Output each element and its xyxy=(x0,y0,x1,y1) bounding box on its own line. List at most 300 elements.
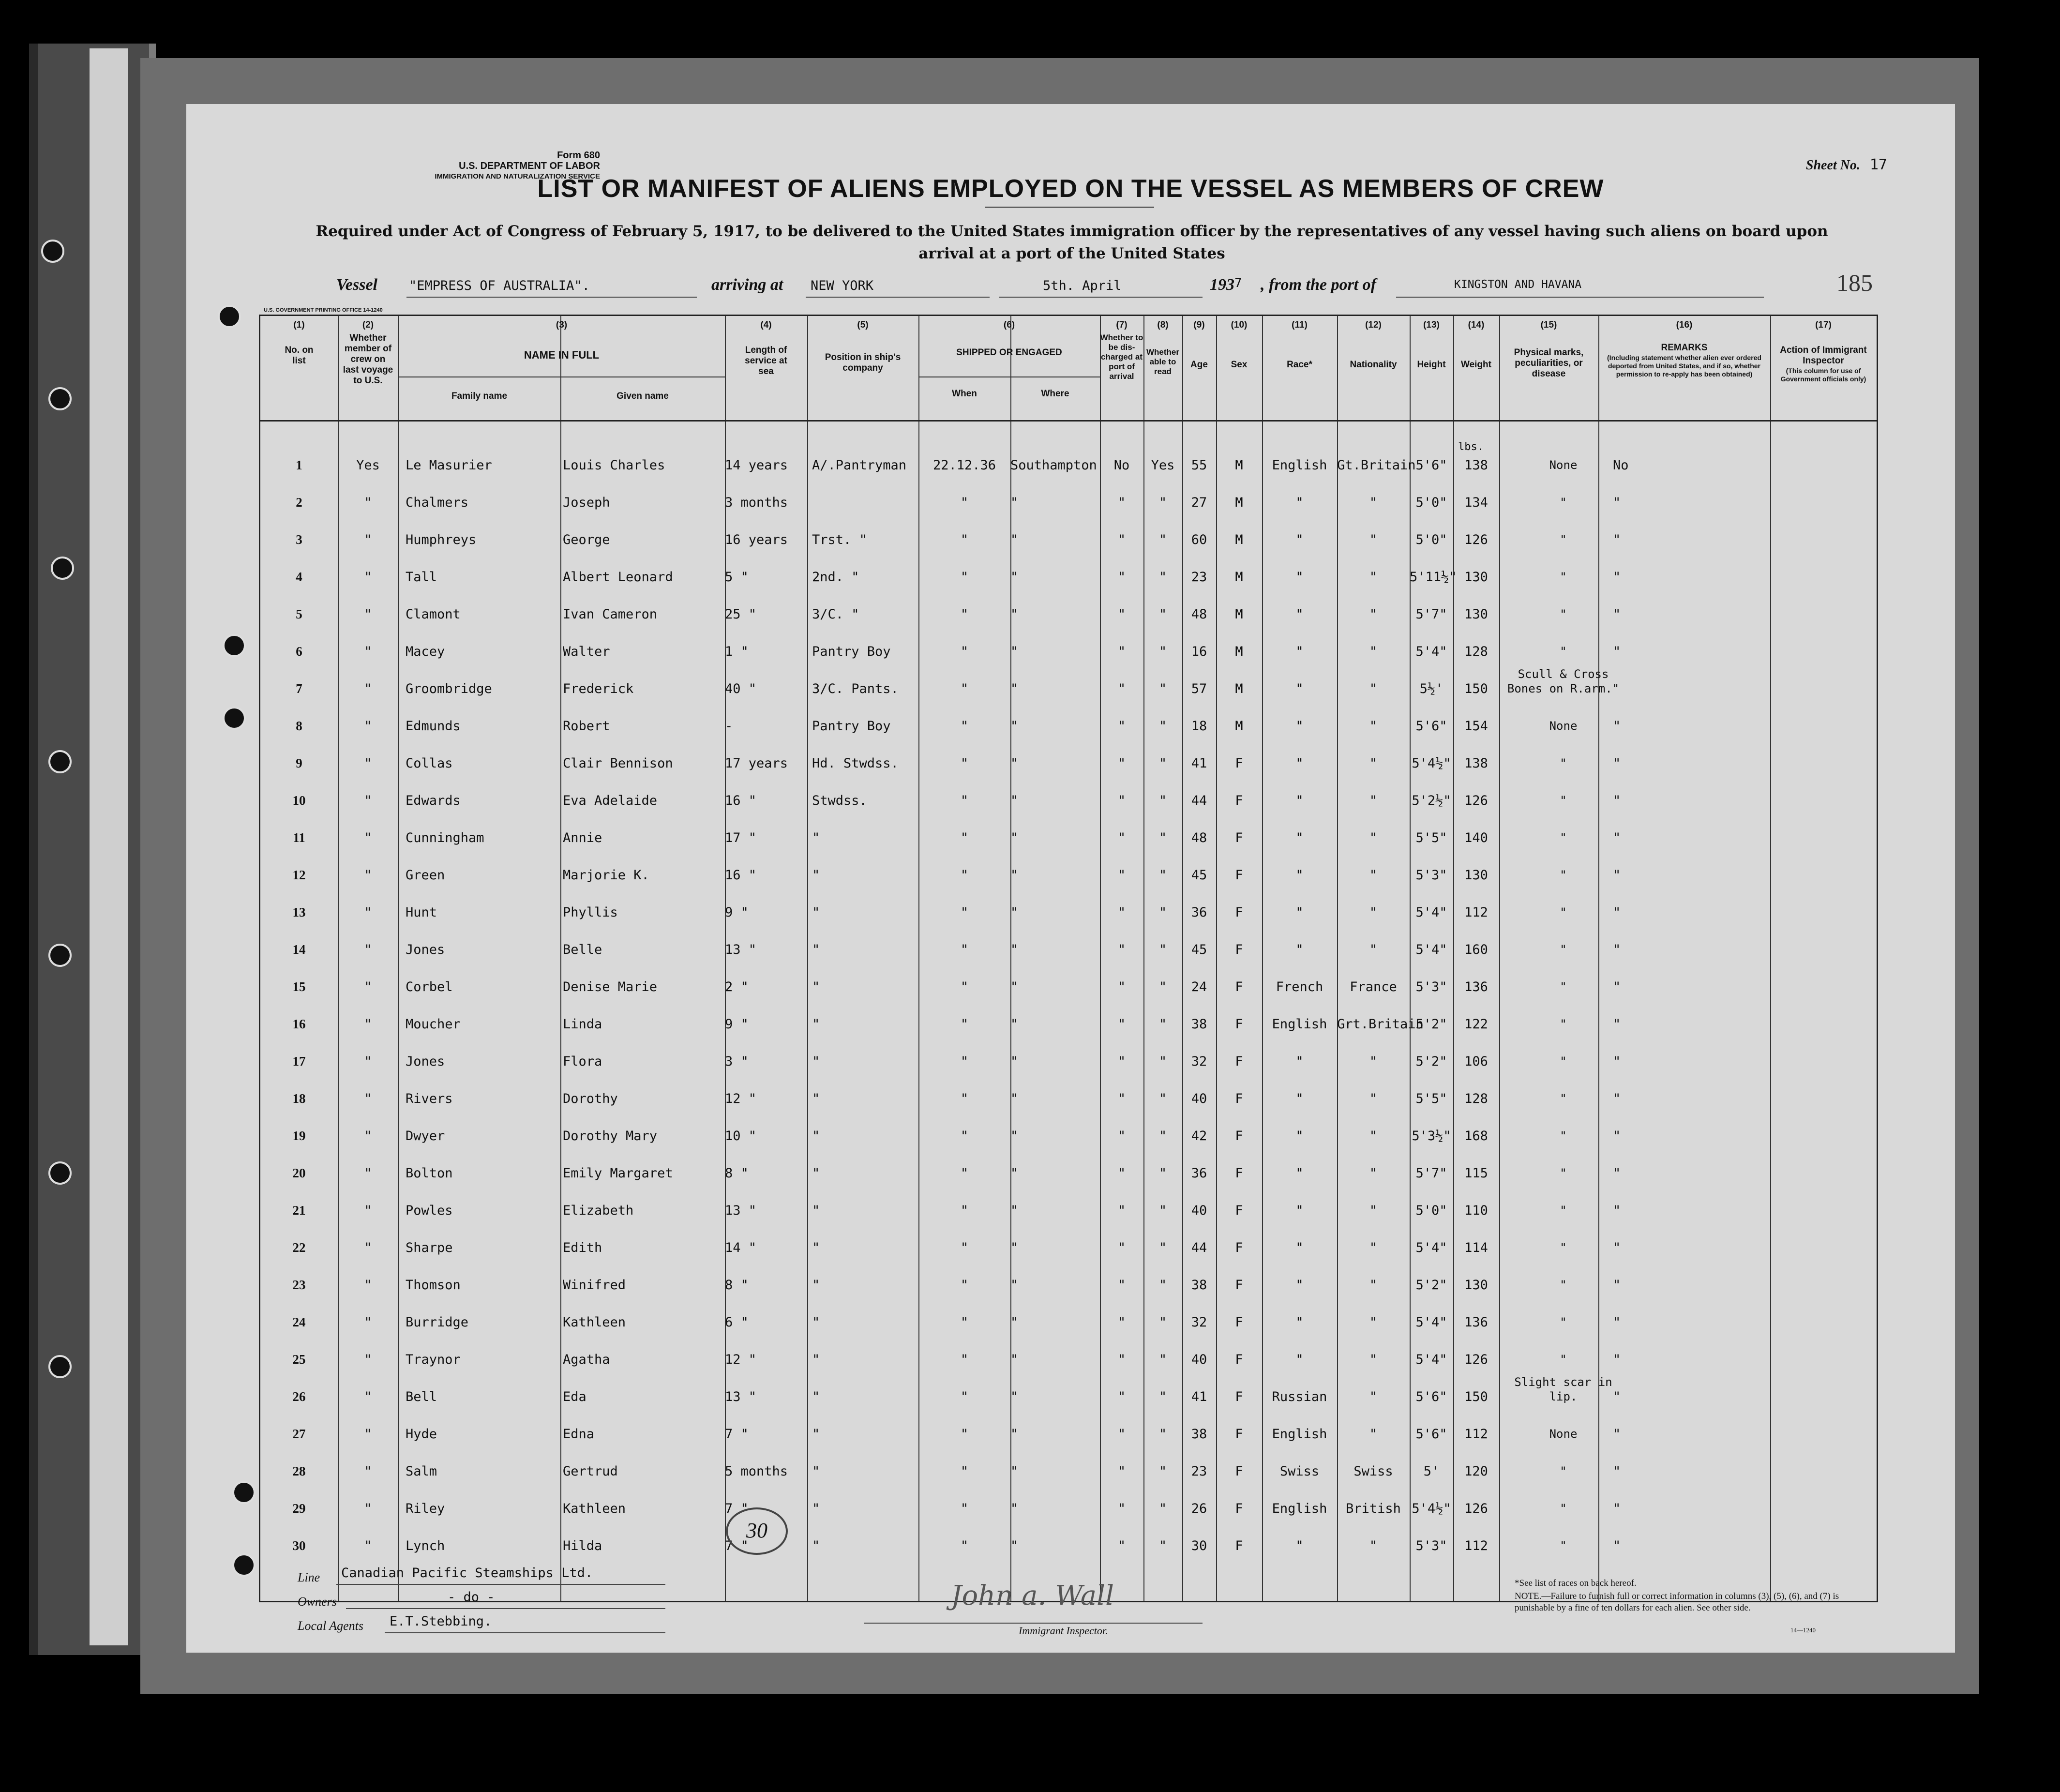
cell-height: 5'2" xyxy=(1415,1054,1447,1069)
cell-when: " xyxy=(960,979,969,994)
cell-age: 23 xyxy=(1191,1464,1207,1479)
cell-nat: " xyxy=(1369,495,1378,510)
table-row xyxy=(260,566,1877,603)
cell-position: 3/C. " xyxy=(812,607,859,622)
cell-remarks: " xyxy=(1613,1389,1621,1404)
cell-when: " xyxy=(960,1017,969,1032)
cell-given: Ivan Cameron xyxy=(563,607,658,622)
cell-remarks: " xyxy=(1613,719,1621,734)
cell-age: 38 xyxy=(1191,1278,1207,1293)
cell-service: 16 years xyxy=(725,532,788,547)
hdr-given-name: Given name xyxy=(616,391,669,401)
cell-position: " xyxy=(812,1427,820,1442)
table-row xyxy=(260,603,1877,640)
hdr-able-to-read: Whether able to read xyxy=(1146,347,1179,376)
cell-given: Kathleen xyxy=(563,1501,626,1516)
cell-weight: 138 xyxy=(1464,756,1488,771)
cell-marks: " xyxy=(1560,1054,1567,1068)
cell-service: 6 " xyxy=(725,1315,749,1330)
cell-remarks: " xyxy=(1613,1352,1621,1367)
cell-nat: " xyxy=(1369,1389,1378,1404)
cell-given: Belle xyxy=(563,942,602,957)
cell-where: " xyxy=(1010,1501,1019,1516)
cell-disch: " xyxy=(1117,1427,1126,1442)
cell-read: " xyxy=(1158,1240,1167,1255)
cell-crew: " xyxy=(364,905,372,920)
cell-sex: F xyxy=(1235,1017,1243,1032)
cell-position: " xyxy=(812,979,820,994)
cell-height: 5'3" xyxy=(1415,868,1447,883)
cell-position: " xyxy=(812,868,820,883)
cell-age: 32 xyxy=(1191,1315,1207,1330)
cell-position: " xyxy=(812,1017,820,1032)
cell-marks: " xyxy=(1560,1464,1567,1478)
cell-where: Southampton xyxy=(1010,458,1097,473)
table-row xyxy=(260,1013,1877,1050)
count-stamp: 30 xyxy=(726,1507,788,1555)
cell-when: " xyxy=(960,793,969,808)
cell-crew: " xyxy=(364,495,372,510)
cell-where: " xyxy=(1010,830,1019,845)
sheet-hole xyxy=(223,707,246,730)
cell-nat: " xyxy=(1369,1203,1378,1218)
cell-read: " xyxy=(1158,905,1167,920)
cell-given: Gertrud xyxy=(563,1464,618,1479)
table-row xyxy=(260,454,1877,491)
cell-family: Tall xyxy=(406,570,437,585)
cell-height: 5'4" xyxy=(1415,942,1447,957)
table-row xyxy=(260,752,1877,789)
cell-when: " xyxy=(960,942,969,957)
cell-family: Bell xyxy=(406,1389,437,1404)
cell-sex: F xyxy=(1235,979,1243,994)
cell-crew: " xyxy=(364,756,372,771)
cell-given: Agatha xyxy=(563,1352,610,1367)
cell-height: 5'7" xyxy=(1415,1166,1447,1181)
cell-given: Eva Adelaide xyxy=(563,793,658,808)
cell-service: 9 " xyxy=(725,905,749,920)
binder-hole xyxy=(48,387,72,410)
cell-position: A/.Pantryman xyxy=(812,458,907,473)
cell-age: 38 xyxy=(1191,1017,1207,1032)
cell-service: 16 " xyxy=(725,868,757,883)
cell-remarks: " xyxy=(1613,1240,1621,1255)
cell-no: 25 xyxy=(292,1352,306,1367)
from-port: KINGSTON AND HAVANA xyxy=(1454,278,1582,291)
cell-height: 5'6" xyxy=(1415,719,1447,734)
cell-weight: 150 xyxy=(1464,1389,1488,1404)
hdr-c3-num: (3) xyxy=(556,320,568,330)
cell-weight: 154 xyxy=(1464,719,1488,734)
form-number: Form 680 xyxy=(557,150,600,161)
cell-read: " xyxy=(1158,532,1167,547)
cell-remarks: No xyxy=(1613,458,1629,473)
cell-no: 6 xyxy=(296,644,302,659)
cell-when: " xyxy=(960,1315,969,1330)
cell-weight: 126 xyxy=(1464,532,1488,547)
cell-weight: 126 xyxy=(1464,1501,1488,1516)
hdr-age: Age xyxy=(1190,360,1208,370)
cell-given: Eda xyxy=(563,1389,586,1404)
cell-height: 5'4" xyxy=(1415,644,1447,659)
cell-where: " xyxy=(1010,1389,1019,1404)
cell-disch: No xyxy=(1113,458,1130,473)
cell-age: 27 xyxy=(1191,495,1207,510)
cell-read: " xyxy=(1158,1315,1167,1330)
cell-marks: " xyxy=(1560,756,1567,770)
cell-given: Emily Margaret xyxy=(563,1166,673,1181)
cell-where: " xyxy=(1010,1315,1019,1330)
cell-weight: 130 xyxy=(1464,868,1488,883)
hdr-c16-num: (16) xyxy=(1676,320,1693,330)
binder-hole xyxy=(48,944,72,967)
cell-given: Louis Charles xyxy=(563,458,665,473)
cell-family: Sharpe xyxy=(406,1240,453,1255)
cell-crew: " xyxy=(364,1129,372,1144)
cell-marks: " xyxy=(1560,533,1567,546)
cell-crew: " xyxy=(364,719,372,734)
table-row xyxy=(260,827,1877,864)
cell-race: " xyxy=(1295,607,1304,622)
hdr-c12-num: (12) xyxy=(1365,320,1382,330)
print-code: 14—1240 xyxy=(1790,1626,1816,1634)
cell-family: Bolton xyxy=(406,1166,453,1181)
cell-marks: " xyxy=(1560,1539,1567,1552)
cell-race: " xyxy=(1295,570,1304,585)
cell-remarks: " xyxy=(1613,644,1621,659)
cell-race: " xyxy=(1295,1278,1304,1293)
cell-height: 5'0" xyxy=(1415,495,1447,510)
cell-when: " xyxy=(960,1352,969,1367)
cell-read: " xyxy=(1158,495,1167,510)
cell-where: " xyxy=(1010,1538,1019,1553)
cell-service: 12 " xyxy=(725,1091,757,1106)
cell-remarks: " xyxy=(1613,607,1621,622)
cell-position: " xyxy=(812,1352,820,1367)
cell-nat: Gt.Britain xyxy=(1337,458,1416,473)
cell-sex: F xyxy=(1235,905,1243,920)
cell-nat: " xyxy=(1369,1352,1378,1367)
cell-service: 7 " xyxy=(725,1501,749,1516)
cell-service: 13 " xyxy=(725,1203,757,1218)
cell-where: " xyxy=(1010,681,1019,696)
cell-where: " xyxy=(1010,644,1019,659)
cell-when: " xyxy=(960,719,969,734)
cell-sex: F xyxy=(1235,1054,1243,1069)
line-value: Canadian Pacific Steamships Ltd. xyxy=(341,1566,593,1581)
cell-read: " xyxy=(1158,979,1167,994)
cell-height: 5½' xyxy=(1419,681,1444,696)
cell-no: 26 xyxy=(292,1389,306,1404)
cell-race: " xyxy=(1295,532,1304,547)
cell-weight: 106 xyxy=(1464,1054,1488,1069)
cell-disch: " xyxy=(1117,905,1126,920)
table-row xyxy=(260,864,1877,901)
cell-remarks: " xyxy=(1613,570,1621,585)
cell-crew: Yes xyxy=(356,458,380,473)
cell-age: 18 xyxy=(1191,719,1207,734)
cell-race: " xyxy=(1295,681,1304,696)
cell-nat: " xyxy=(1369,1315,1378,1330)
cell-age: 41 xyxy=(1191,756,1207,771)
cell-where: " xyxy=(1010,570,1019,585)
owners-label: Owners xyxy=(298,1595,337,1609)
binder-hole xyxy=(48,1161,72,1185)
cell-race: " xyxy=(1295,1538,1304,1553)
cell-height: 5'2½" xyxy=(1412,793,1451,808)
printing-office: U.S. GOVERNMENT PRINTING OFFICE 14-1240 xyxy=(264,307,383,313)
cell-nat: Grt.Britain xyxy=(1337,1017,1424,1032)
cell-family: Jones xyxy=(406,1054,445,1069)
cell-sex: F xyxy=(1235,1389,1243,1404)
cell-position: " xyxy=(812,905,820,920)
cell-given: Walter xyxy=(563,644,610,659)
cell-service: 10 " xyxy=(725,1129,757,1144)
cell-read: " xyxy=(1158,1389,1167,1404)
hdr-c13-num: (13) xyxy=(1423,320,1440,330)
cell-family: Edmunds xyxy=(406,719,461,734)
cell-crew: " xyxy=(364,1166,372,1181)
cell-no: 1 xyxy=(296,458,302,472)
cell-service: 2 " xyxy=(725,979,749,994)
cell-age: 48 xyxy=(1191,607,1207,622)
cell-no: 22 xyxy=(292,1240,306,1255)
cell-nat: " xyxy=(1369,719,1378,734)
page-title: LIST OR MANIFEST OF ALIENS EMPLOYED ON THE VESSEL AS MEMBERS OF CREW xyxy=(537,175,1604,203)
table-row xyxy=(260,1311,1877,1348)
hdr-c10-num: (10) xyxy=(1231,320,1248,330)
cell-disch: " xyxy=(1117,793,1126,808)
cell-service: 8 " xyxy=(725,1278,749,1293)
cell-sex: F xyxy=(1235,1501,1243,1516)
cell-position: " xyxy=(812,1203,820,1218)
cell-height: 5'5" xyxy=(1415,830,1447,845)
cell-height: 5'3½" xyxy=(1412,1129,1451,1144)
cell-crew: " xyxy=(364,532,372,547)
cell-age: 40 xyxy=(1191,1091,1207,1106)
cell-where: " xyxy=(1010,495,1019,510)
hdr-c5-num: (5) xyxy=(857,320,869,330)
cell-marks: " xyxy=(1560,831,1567,844)
cell-sex: F xyxy=(1235,1278,1243,1293)
cell-crew: " xyxy=(364,979,372,994)
cell-remarks: " xyxy=(1613,1501,1621,1516)
hdr-c9-num: (9) xyxy=(1193,320,1205,330)
cell-height: 5'4½" xyxy=(1412,756,1451,771)
cell-crew: " xyxy=(364,1278,372,1293)
cell-disch: " xyxy=(1117,1240,1126,1255)
sheet-number xyxy=(1806,156,1887,173)
cell-marks: " xyxy=(1560,1502,1567,1515)
cell-sex: F xyxy=(1235,1427,1243,1442)
cell-position: " xyxy=(812,1166,820,1181)
service: IMMIGRATION AND NATURALIZATION SERVICE xyxy=(435,172,600,181)
vessel-label: Vessel xyxy=(336,276,377,294)
cell-nat: " xyxy=(1369,1091,1378,1106)
hdr-remarks: REMARKS xyxy=(1661,343,1708,353)
cell-family: Macey xyxy=(406,644,445,659)
cell-read: " xyxy=(1158,868,1167,883)
cell-read: Yes xyxy=(1151,458,1175,473)
cell-crew: " xyxy=(364,868,372,883)
cell-where: " xyxy=(1010,1352,1019,1367)
cell-weight: 150 xyxy=(1464,681,1488,696)
table-row xyxy=(260,1162,1877,1199)
page-number: 185 xyxy=(1836,269,1873,296)
hdr-race: Race* xyxy=(1287,360,1312,370)
cell-family: Corbel xyxy=(406,979,453,994)
cell-service: 3 " xyxy=(725,1054,749,1069)
table-row xyxy=(260,528,1877,566)
table-row xyxy=(260,938,1877,976)
hdr-when: When xyxy=(952,389,977,399)
cell-where: " xyxy=(1010,1129,1019,1144)
table-row xyxy=(260,1236,1877,1274)
cell-disch: " xyxy=(1117,607,1126,622)
cell-when: " xyxy=(960,607,969,622)
cell-height: 5'2" xyxy=(1415,1017,1447,1032)
cell-position: " xyxy=(812,942,820,957)
cell-position: Trst. " xyxy=(812,532,867,547)
hdr-length-of-service: Length of service at sea xyxy=(745,345,787,376)
cell-remarks: " xyxy=(1613,1278,1621,1293)
cell-family: Edwards xyxy=(406,793,461,808)
cell-weight: 136 xyxy=(1464,1315,1488,1330)
cell-read: " xyxy=(1158,756,1167,771)
cell-disch: " xyxy=(1117,979,1126,994)
cell-marks: " xyxy=(1560,496,1567,509)
cell-age: 60 xyxy=(1191,532,1207,547)
cell-position: Pantry Boy xyxy=(812,719,891,734)
cell-age: 45 xyxy=(1191,868,1207,883)
cell-no: 30 xyxy=(292,1538,306,1553)
cell-read: " xyxy=(1158,1427,1167,1442)
hdr-family-name: Family name xyxy=(451,391,508,401)
fine-note: NOTE.—Failure to furnish full or correct information in columns (3), (5), (6), and (7) is punishable by a fine of ten dollars for each alien. See other side. xyxy=(1515,1591,1839,1613)
cell-when: " xyxy=(960,1278,969,1293)
line-label: Line xyxy=(298,1570,320,1584)
cell-sex: F xyxy=(1235,942,1243,957)
cell-crew: " xyxy=(364,1240,372,1255)
cell-given: Marjorie K. xyxy=(563,868,649,883)
year xyxy=(1210,276,1242,294)
cell-marks: Scull & Cross Bones on R.arm." xyxy=(1507,667,1620,695)
hdr-position: Position in ship's company xyxy=(825,352,901,373)
cell-disch: " xyxy=(1117,1464,1126,1479)
cell-when: 22.12.36 xyxy=(932,458,996,473)
cell-where: " xyxy=(1010,1278,1019,1293)
cell-read: " xyxy=(1158,644,1167,659)
cell-marks: " xyxy=(1560,868,1567,882)
cell-height: 5' xyxy=(1423,1464,1440,1479)
arriving-port: NEW YORK xyxy=(811,278,874,293)
table-row xyxy=(260,976,1877,1013)
cell-given: Annie xyxy=(563,830,602,845)
cell-no: 20 xyxy=(292,1166,306,1180)
cell-when: " xyxy=(960,1203,969,1218)
cell-where: " xyxy=(1010,532,1019,547)
cell-no: 7 xyxy=(296,681,302,696)
cell-height: 5'4½" xyxy=(1412,1501,1451,1516)
cell-weight: 114 xyxy=(1464,1240,1488,1255)
cell-service: 8 " xyxy=(725,1166,749,1181)
cell-position: " xyxy=(812,1278,820,1293)
cell-position: Hd. Stwdss. xyxy=(812,756,899,771)
cell-where: " xyxy=(1010,756,1019,771)
cell-nat: British xyxy=(1346,1501,1401,1516)
cell-disch: " xyxy=(1117,942,1126,957)
cell-position: " xyxy=(812,1129,820,1144)
cell-given: Edith xyxy=(563,1240,602,1255)
cell-remarks: " xyxy=(1613,1017,1621,1032)
cell-sex: F xyxy=(1235,1203,1243,1218)
cell-service: 13 " xyxy=(725,1389,757,1404)
cell-weight: 136 xyxy=(1464,979,1488,994)
cell-given: Denise Marie xyxy=(563,979,658,994)
cell-remarks: " xyxy=(1613,495,1621,510)
cell-age: 57 xyxy=(1191,681,1207,696)
cell-read: " xyxy=(1158,1091,1167,1106)
cell-family: Hyde xyxy=(406,1427,437,1442)
cell-read: " xyxy=(1158,793,1167,808)
cell-family: Hunt xyxy=(406,905,437,920)
cell-crew: " xyxy=(364,1464,372,1479)
cell-position: " xyxy=(812,1315,820,1330)
cell-remarks: " xyxy=(1613,1166,1621,1181)
sheet-label: Sheet No. xyxy=(1805,158,1860,173)
table-row xyxy=(260,1087,1877,1125)
cell-family: Thomson xyxy=(406,1278,461,1293)
cell-race: " xyxy=(1295,793,1304,808)
hdr-c14-num: (14) xyxy=(1468,320,1485,330)
cell-height: 5'0" xyxy=(1415,532,1447,547)
hdr-crew-last-voyage: Whether member of crew on last voyage to U.S. xyxy=(343,333,393,386)
cell-position: " xyxy=(812,1240,820,1255)
hdr-c17-num: (17) xyxy=(1815,320,1832,330)
cell-sex: F xyxy=(1235,1166,1243,1181)
cell-family: Clamont xyxy=(406,607,461,622)
cell-read: " xyxy=(1158,1203,1167,1218)
cell-disch: " xyxy=(1117,570,1126,585)
hdr-inspector-sub: (This column for use of Government officials only) xyxy=(1780,367,1866,383)
cell-when: " xyxy=(960,756,969,771)
cell-weight: 126 xyxy=(1464,793,1488,808)
cell-race: " xyxy=(1295,1091,1304,1106)
cell-weight: 128 xyxy=(1464,1091,1488,1106)
cell-read: " xyxy=(1158,830,1167,845)
cell-no: 29 xyxy=(292,1501,306,1516)
cell-crew: " xyxy=(364,793,372,808)
cell-weight: 122 xyxy=(1464,1017,1488,1032)
title-rule xyxy=(985,207,1154,208)
cell-service: 17 " xyxy=(725,830,757,845)
cell-height: 5'6" xyxy=(1415,458,1447,473)
cell-family: Salm xyxy=(406,1464,437,1479)
cell-marks: " xyxy=(1560,1092,1567,1105)
cell-disch: " xyxy=(1117,1352,1126,1367)
cell-weight: 140 xyxy=(1464,830,1488,845)
cell-crew: " xyxy=(364,1538,372,1553)
cell-nat: " xyxy=(1369,1054,1378,1069)
cell-when: " xyxy=(960,830,969,845)
cell-weight: 160 xyxy=(1464,942,1488,957)
cell-position: " xyxy=(812,1464,820,1479)
cell-given: Joseph xyxy=(563,495,610,510)
from-label: , from the port of xyxy=(1261,276,1376,294)
cell-service: 5 months xyxy=(725,1464,788,1479)
hdr-shipped-engaged: SHIPPED OR ENGAGED xyxy=(956,347,1062,358)
cell-service: 9 " xyxy=(725,1017,749,1032)
